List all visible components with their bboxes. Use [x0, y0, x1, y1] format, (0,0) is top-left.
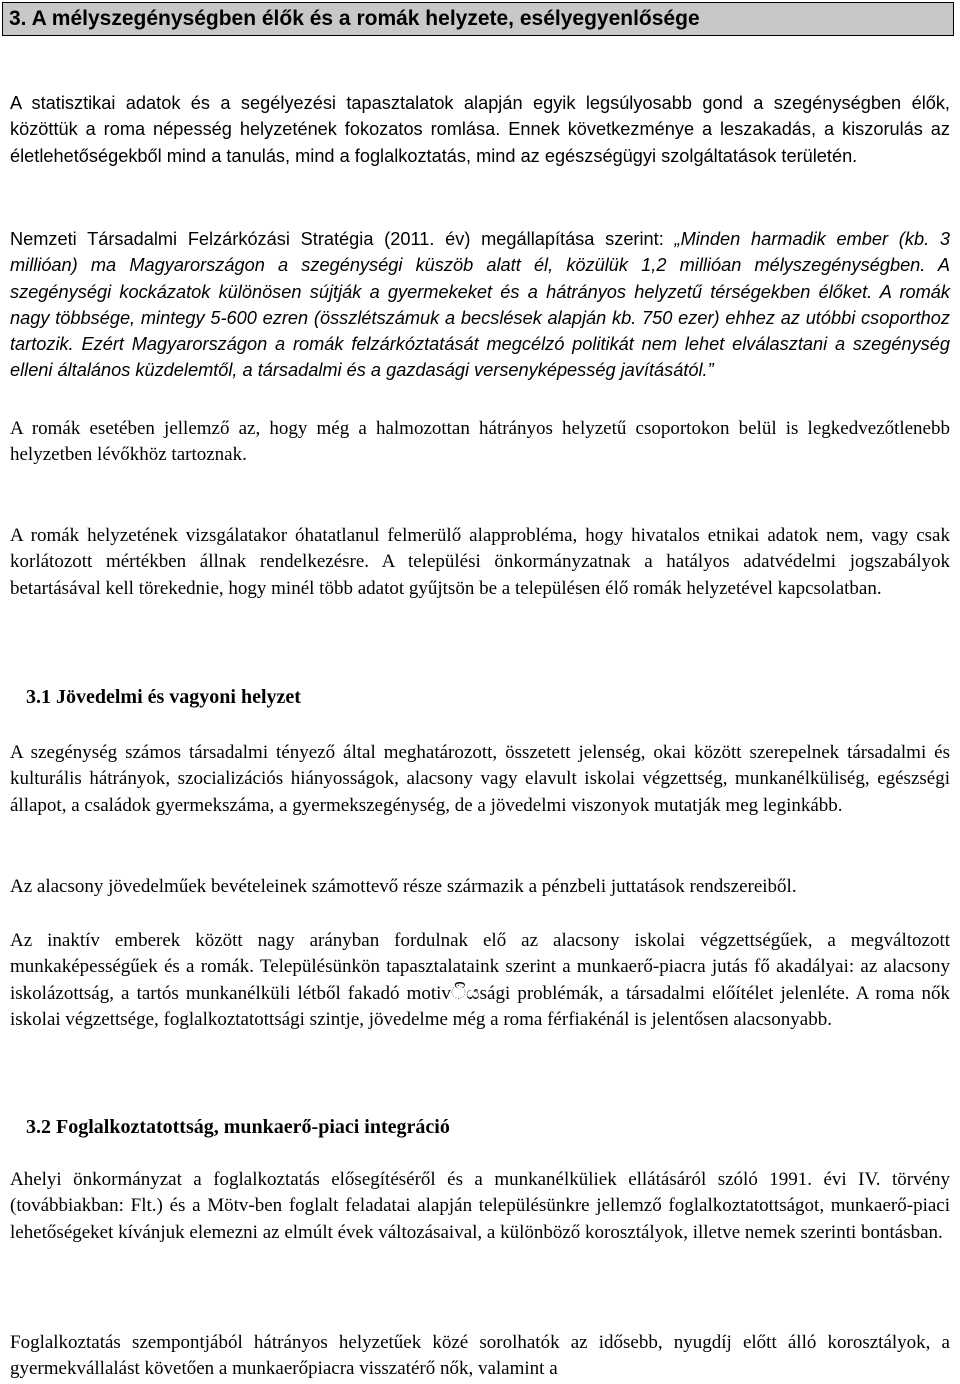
section-3-2-paragraph-2: Foglalkoztatás szempontjából hátrányos helyzetűek közé sorolhatók az idősebb, nyugdíj előtt álló korosztályok, a gyermekvállalást követően a munkaerőpiacra visszatérő nők, valamint a [10, 1332, 950, 1380]
section-3-1-paragraph-2: Az alacsony jövedelműek bevételeinek számottevő része származik a pénzbeli juttatások rendszereiből. [10, 876, 797, 897]
chapter-heading: 3. A mélyszegénységben élők és a romák helyzete, esélyegyenlősége [2, 2, 954, 36]
section-3-1-heading: 3.1 Jövedelmi és vagyoni helyzet [26, 686, 301, 708]
data-paragraph: A romák helyzetének vizsgálatakor óhatatlanul felmerülő alapprobléma, hogy hivatalos etnikai adatok nem, vagy csak korlátozott mértékben állnak rendelkezésre. A települési önkormányzatnak a hatályos adatvédelmi jogszabályok betartásával kell törekednie, hogy minél több adatot gyűjtsön be a településen élő romák helyzetével kapcsolatban. [10, 525, 950, 599]
strategy-lead: Nemzeti Társadalmi Felzárkózási Stratégia (2011. év) megállapítása szerint: [10, 229, 675, 249]
roma-paragraph: A romák esetében jellemző az, hogy még a halmozottan hátrányos helyzetű csoportokon belül is legkedvezőtlenebb helyzetben lévőkhöz tartoznak. [10, 418, 950, 466]
section-3-1-paragraph-1: A szegénység számos társadalmi tényező által meghatározott, összetett jelenség, okai között szerepelnek társadalmi és kulturális hátrányok, szocializációs hiányosságok, alacsony vagy elavult iskolai végzettség, munkanélküliség, egészségi állapot, a családok gyermekszáma, a gyermekszegénység, de a jövedelmi viszonyok mutatják meg leginkább. [10, 742, 950, 816]
section-3-2-paragraph-1: Ahelyi önkormányzat a foglalkoztatás elősegítéséről és a munkanélküliek ellátásáról szóló 1991. évi IV. törvény (továbbiakban: Flt.) és a Mötv-ben foglalt feladatai alapján településünkre jellemző foglalkoztatottságot, munkaerő-piaci lehetőségeket kívánjuk elemezni az elmúlt évek változásaival, a különböző korosztályok, illetve nemek szerinti bontásban. [10, 1169, 950, 1243]
section-3-2-heading: 3.2 Foglalkoztatottság, munkaerő-piaci integráció [26, 1116, 450, 1138]
section-3-1-paragraph-3: Az inaktív emberek között nagy arányban fordulnak elő az alacsony iskolai végzettségűek, a megváltozott munkaképességűek és a romák. Településünkön tapasztalataink szerint a munkaerő-piacra jutás fő akadályai: az alacsony iskolázottság, a tartós munkanélküli létből fakadó motivියsági problémák, a társadalmi előítélet jelenléte. A roma nők iskolai végzettsége, foglalkoztatottsági szintje, jövedelme még a roma férfiakénál is jelentősen alacsonyabb. [10, 930, 950, 1030]
intro-paragraph: A statisztikai adatok és a segélyezési tapasztalatok alapján egyik legsúlyosabb gond a szegénységben élők, közöttük a roma népesség helyzetének fokozatos romlása. Ennek következménye a leszakadás, a kiszorulás az életlehetőségekből mind a tanulás, mind a foglalkoztatás, mind az egészségügyi szolgáltatások területén. [10, 93, 950, 166]
strategy-quote: „Minden harmadik ember (kb. 3 millióan) ma Magyarországon a szegénységi küszöb alatt él, közülük 1,2 millióan mélyszegénységben. A szegénységi kockázatok különösen sújtják a gyermekeket és a hátrányos helyzetű térségekben élőket. A romák nagy többsége, mintegy 5-600 ezren (összlétszámuk a becslések alapján kb. 750 ezer) ehhez az utóbbi csoporthoz tartozik. Ezért Magyarországon a romák felzárkóztatását megcélzó politikát nem lehet elválasztani a szegénység elleni általános küzdelemtől, a társadalmi és a gazdasági versenyképesség javításától.” [10, 229, 950, 381]
strategy-paragraph [10, 226, 950, 384]
